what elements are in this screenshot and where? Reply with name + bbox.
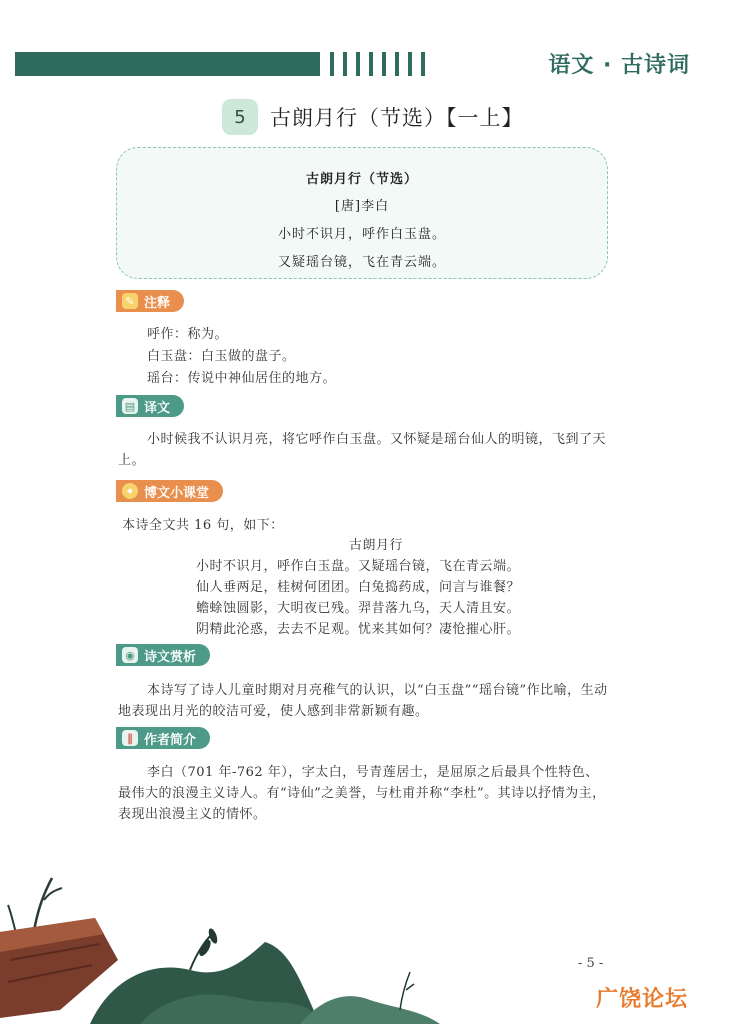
- book-icon: ▤: [122, 398, 138, 414]
- poem-line: 小时不识月，呼作白玉盘。: [277, 227, 446, 242]
- author-text: 李白（701 年-762 年），字太白，号青莲居士，是屈原之后最具个性特色、最伟大的浪漫主义诗人。有“诗仙”之美誉，与杜甫并称“李杜”。其诗以抒情为主，表现出浪漫主义的情怀。: [118, 765, 606, 822]
- section-translation-header: [116, 395, 184, 417]
- poem-author: [唐]李白: [334, 199, 390, 214]
- full-poem: [196, 535, 556, 640]
- section-label: 译文: [144, 400, 171, 416]
- lesson-number-badge: 5: [222, 99, 258, 135]
- pencils-icon: ∥: [122, 730, 138, 746]
- note-item: 瑶台：传说中神仙居住的地方。: [147, 371, 337, 386]
- section-notes-header: [116, 290, 184, 312]
- section-class-header: [116, 480, 223, 502]
- subject-brand: 语文 · 古诗词: [548, 53, 690, 78]
- note-item: 白玉盘：白玉做的盘子。: [147, 349, 296, 364]
- class-intro: 本诗全文共 16 句，如下：: [122, 518, 284, 533]
- header-bar: [15, 52, 320, 76]
- poem-box: [116, 147, 608, 279]
- section-label: 作者简介: [144, 732, 197, 748]
- section-label: 注释: [144, 295, 171, 311]
- lightbulb-icon: ✦: [122, 483, 138, 499]
- page-number: - 5 -: [578, 956, 604, 971]
- section-author-header: [116, 727, 210, 749]
- section-label: 博文小课堂: [144, 485, 210, 501]
- boat-landscape-illustration: [0, 860, 440, 1024]
- section-label: 诗文赏析: [144, 649, 197, 665]
- full-poem-line: 仙人垂两足，桂树何团团。白兔捣药成，问言与谁餐？: [196, 580, 521, 595]
- forum-watermark: 广饶论坛: [596, 987, 689, 1012]
- poem-line: 又疑瑶台镜，飞在青云端。: [277, 255, 446, 270]
- appreciation-text: 本诗写了诗人儿童时期对月亮稚气的认识，以“白玉盘”“瑶台镜”作比喻，生动地表现出月光的皎洁可爱，使人感到非常新颖有趣。: [118, 683, 608, 719]
- globe-icon: ◉: [122, 647, 138, 663]
- full-poem-line: 小时不识月，呼作白玉盘。又疑瑶台镜，飞在青云端。: [196, 559, 521, 574]
- full-poem-title: 古朗月行: [348, 538, 403, 553]
- page-title: 古朗月行（节选）【一上】: [270, 106, 524, 130]
- notebook-icon: ✎: [122, 293, 138, 309]
- poem-title: 古朗月行（节选）: [305, 172, 418, 187]
- full-poem-line: 阴精此沦惑，去去不足观。忧来其如何？凄怆摧心肝。: [196, 622, 521, 637]
- full-poem-line: 蟾蜍蚀圆影，大明夜已残。羿昔落九乌，天人清且安。: [196, 601, 521, 616]
- note-item: 呼作：称为。: [147, 327, 229, 342]
- header-stripes: [330, 52, 425, 76]
- translation-text: 小时候我不认识月亮，将它呼作白玉盘。又怀疑是瑶台仙人的明镜，飞到了天上。: [118, 432, 607, 468]
- section-appreciation-header: [116, 644, 210, 666]
